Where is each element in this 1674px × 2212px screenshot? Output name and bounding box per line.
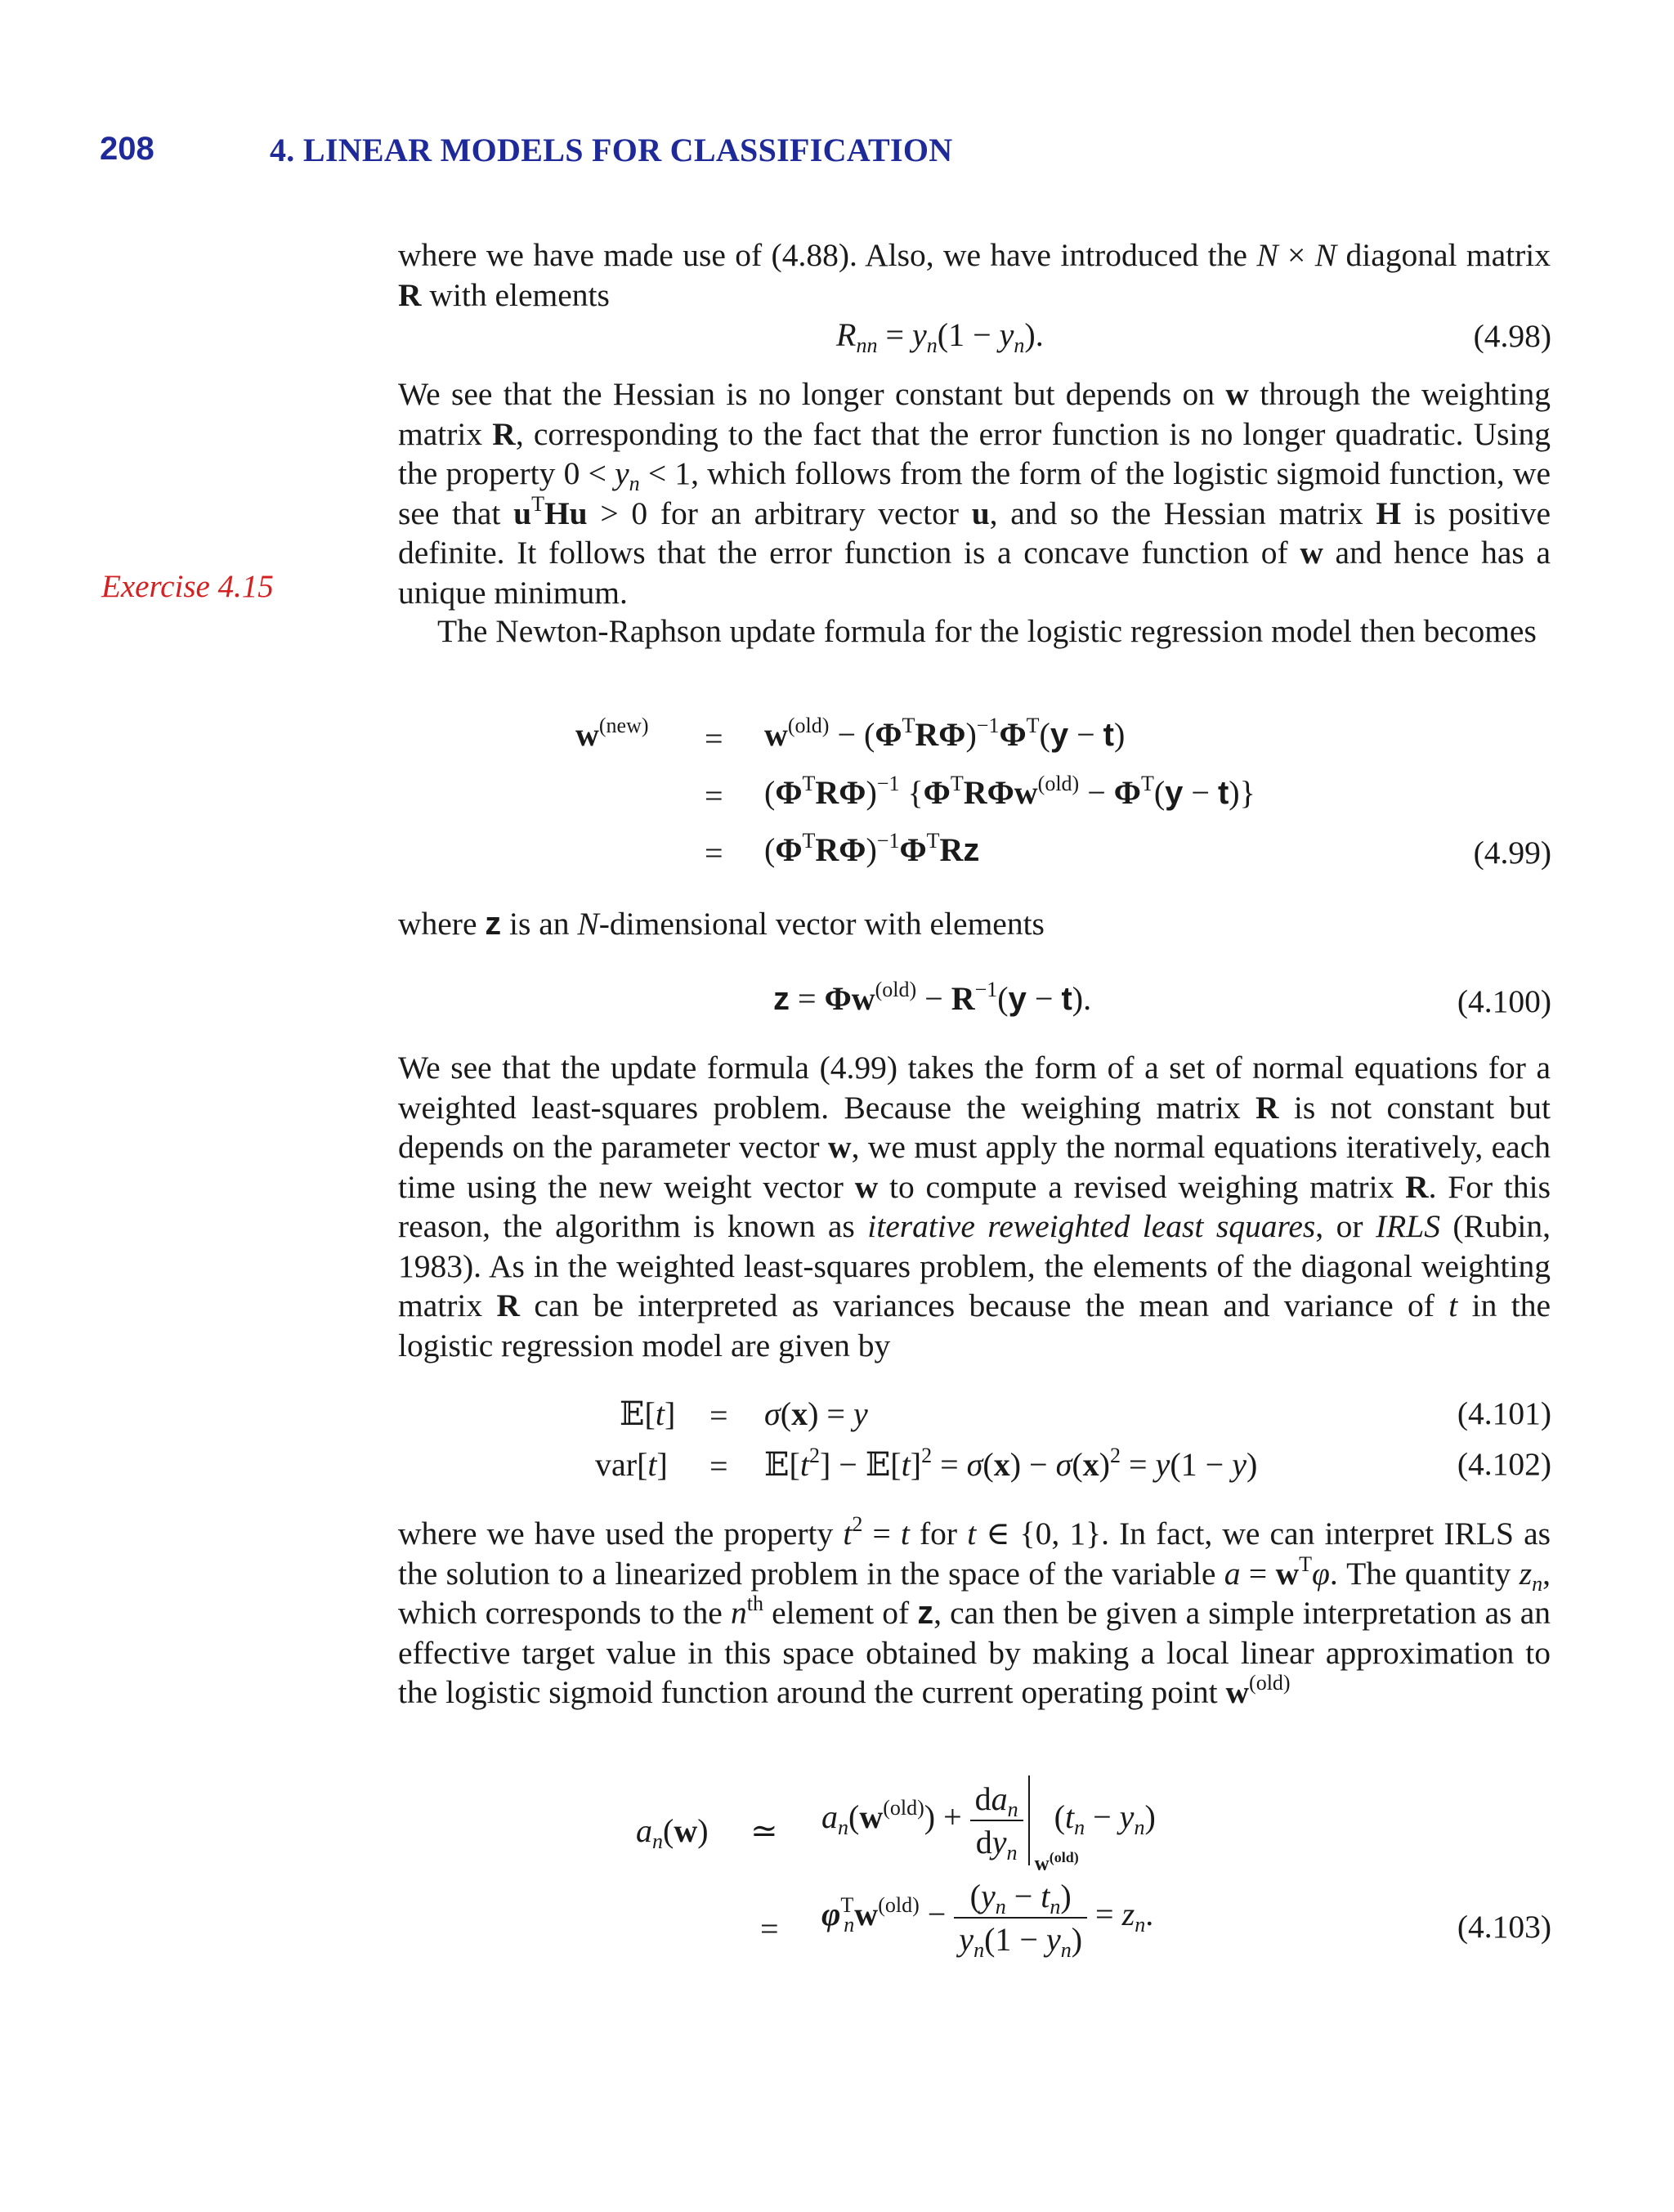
paragraph-irls: We see that the update formula (4.99) takes the form of a set of normal equations for a weighted least-squares problem. Because the weighing matrix R is not constant but depends on the parameter vector w, we must apply the normal equations iteratively, each time using the new weight vector w to compute a revised weighing matrix R. For this reason, the algorithm is known as iterative reweighted least squares, or IRLS (Rubin, 1983). As in the weighted least-squares problem, the elements of the diagonal weighting matrix R can be interpreted as variances because the mean and variance of t in the logistic regression model are given by xyxy=(398,1050,1551,1363)
equation-4-99-lhs: $w^{(new)}$ xyxy=(575,714,649,753)
equation-4-103-line1: $a_n(w^{(old)})$ + $\frac{da_n}{dy_n}$ $w^{(old)}$ $(t_n - y_n)$ xyxy=(821,1775,1156,1865)
equation-4-101-lhs: 𝔼[t] xyxy=(620,1395,676,1432)
equation-4-99-line2: $(\Phi^TR\Phi)^{-1}$ $\{\Phi^TR\Phi w^{(old)} - \Phi^T(y - t)\}$ xyxy=(764,772,1256,811)
equation-4-100: $z = \Phi w^{(old)} - R^{-1}(y - t)$. xyxy=(773,978,1092,1017)
approx-sign: ≃ xyxy=(750,1812,778,1849)
paragraph-intro: where we have made use of (4.88). Also, we have introduced the N × N diagonal matrix R with elements xyxy=(398,237,1551,313)
paragraph-newton-raphson: The Newton-Raphson update formula for the logistic regression model then becomes xyxy=(437,613,1537,649)
equals-sign: = xyxy=(760,1910,779,1947)
paragraph-linearized: where we have used the property $t^2 = t$ for t ∈ {0, 1}. In fact, we can interpret IRLS as the solution to a linearized problem in the space of the variable $a = w^T\varphi$. The quantity $z_n$, which corresponds to the $n^{th}$ element of z, can then be given a simple interpretation as an effective target value in this space obtained by making a local linear approximation to the logistic sigmoid function around the current operating point $w^{(old)}$ xyxy=(398,1512,1551,1710)
evaluation-bar: $w^{(old)}$ xyxy=(1028,1775,1030,1865)
equation-4-103-line2: $\varphi^T_nw^{(old)}$ − $\frac{(y_n - t_n)}{y_n(1 - y_n)}$ = $z_n$. xyxy=(821,1878,1154,1962)
exercise-margin-note: Exercise 4.15 xyxy=(101,569,274,604)
chapter-title: 4. LINEAR MODELS FOR CLASSIFICATION xyxy=(270,132,953,168)
equation-number-4-102: (4.102) xyxy=(1457,1446,1551,1482)
page-number: 208 xyxy=(100,131,154,167)
paragraph-z-vector: where z is an N-dimensional vector with elements xyxy=(398,906,1045,942)
equation-number-4-101: (4.101) xyxy=(1457,1395,1551,1431)
derivative-fraction: $\frac{da_n}{dy_n}$ xyxy=(970,1780,1023,1861)
equation-4-102-rhs: $𝔼[t^2]$ − $𝔼[t]^2 = \sigma(x) - \sigma(x)^2 = y(1 - y)$ xyxy=(764,1444,1258,1483)
equation-4-102-lhs: var[t] xyxy=(595,1446,668,1483)
equals-sign: = xyxy=(709,1448,728,1484)
equals-sign: = xyxy=(705,777,723,814)
equation-4-103-lhs: $a_n(w)$ xyxy=(636,1812,709,1853)
equals-sign: = xyxy=(705,720,723,757)
equation-4-99-line1: $w^{(old)} - (\Phi^TR\Phi)^{-1}\Phi^T(y - t)$ xyxy=(764,714,1126,753)
equation-4-101-rhs: σ(x) = y xyxy=(764,1395,868,1432)
equation-number-4-100: (4.100) xyxy=(1457,983,1551,1019)
equation-number-4-98: (4.98) xyxy=(1473,318,1551,354)
paragraph-hessian: We see that the Hessian is no longer constant but depends on w through the weighting matrix R, corresponding to the fact that the error function is no longer quadratic. Using the property $0 < y_n < 1$, which follows from the form of the logistic sigmoid function, we see that $u^THu > 0$ for an arbitrary vector u, and so the Hessian matrix H is positive definite. It follows that the error function is a concave function of w and hence has a unique minimum. xyxy=(398,376,1551,611)
equals-sign: = xyxy=(709,1397,728,1434)
equation-number-4-103: (4.103) xyxy=(1457,1909,1551,1945)
residual-fraction: $\frac{(y_n - t_n)}{y_n(1 - y_n)}$ xyxy=(954,1877,1087,1959)
equation-4-98: $R_{nn} = y_n(1 - y_n)$. xyxy=(836,316,1044,357)
equation-4-99-line3: $(\Phi^TR\Phi)^{-1}\Phi^TRz$ xyxy=(764,829,980,868)
equals-sign: = xyxy=(705,835,723,871)
equation-number-4-99: (4.99) xyxy=(1473,835,1551,871)
